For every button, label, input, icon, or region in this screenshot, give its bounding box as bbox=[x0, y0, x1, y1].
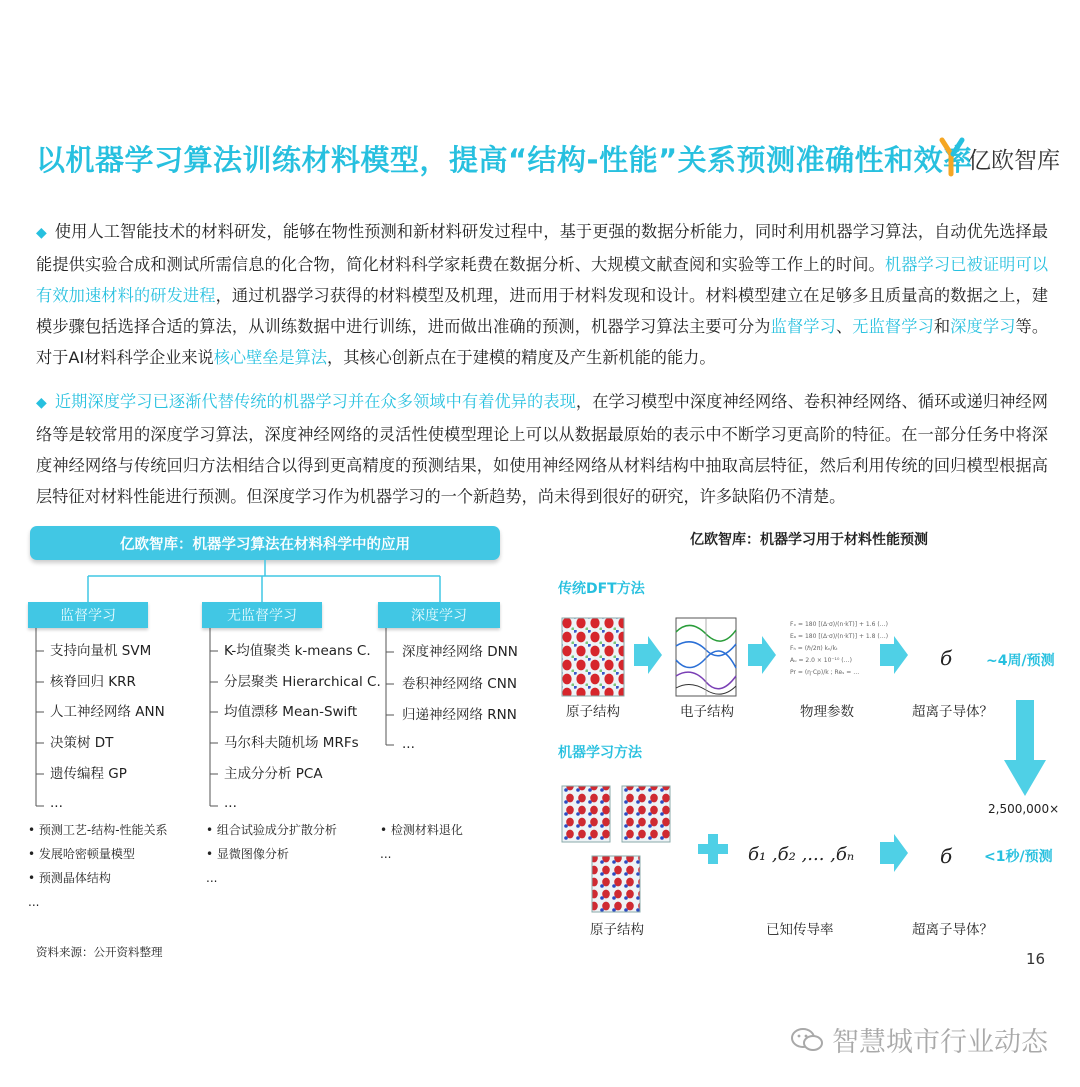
atomic-structure-caption: 原子结构 bbox=[590, 922, 644, 938]
application-note: ... bbox=[206, 871, 218, 885]
application-note: • 检测材料退化 bbox=[380, 823, 463, 837]
wechat-icon bbox=[790, 1026, 824, 1054]
superionic-caption: 超离子导体？ bbox=[912, 704, 993, 720]
physical-parameter-equations bbox=[790, 621, 888, 676]
text: ，在学习模型中深度神经网络、卷积神经网络、循环或递归神经网络等是较常用的深度学习算法，深度神经网络的灵活性使模型理论上可以从数据最原始的表示中不断学习更高阶的特征。在一部分任务中将深度神经网络与传统回归方法相结合以得到更高精度的预测结果，如使用神经网络从材料结构中抽取高层特征，然后利用传统的回归模型根据高层特征对材料性能进行预测。但深度学习作为机器学习的一个新趋势，尚未得到很好的研究，许多缺陷仍不清楚。 bbox=[36, 392, 1048, 506]
known-conductivity-caption: 已知传导率 bbox=[766, 922, 834, 938]
ml-time: <1秒/预测 bbox=[984, 849, 1053, 865]
highlight: 近期深度学习已逐渐代替传统的机器学习并在众多领域中有着优异的表现 bbox=[54, 392, 576, 411]
electronic-structure-caption: 电子结构 bbox=[680, 704, 734, 720]
dft-method-label: 传统DFT方法 bbox=[558, 581, 645, 597]
text: 、 bbox=[835, 317, 853, 336]
arrow-right-icon bbox=[634, 636, 662, 674]
application-note: • 预测晶体结构 bbox=[28, 871, 111, 885]
list-item: 遗传编程 GP bbox=[50, 766, 127, 782]
svg-text:Eₐ = 180 [(Δ·σ)/(n·kT)] + 1.8: Eₐ = 180 [(Δ·σ)/(n·kT)] + 1.8 (…) bbox=[790, 633, 889, 640]
application-note: • 预测工艺-结构-性能关系 bbox=[28, 823, 168, 837]
band-structure-plot bbox=[676, 618, 736, 696]
highlight: 机器学习已被证明可以有效加速材料的研发进程 bbox=[36, 255, 1049, 305]
physical-parameter-caption: 物理参数 bbox=[800, 704, 854, 720]
plus-icon bbox=[698, 834, 728, 864]
svg-text:Aᵤ = 2.0 × 10⁻¹⁰ (…): Aᵤ = 2.0 × 10⁻¹⁰ (…) bbox=[790, 657, 852, 664]
highlight: 监督学习 bbox=[770, 317, 836, 336]
list-item: ... bbox=[50, 795, 63, 811]
application-note: • 发展哈密顿量模型 bbox=[28, 847, 135, 861]
highlight: 核心壁垒是算法 bbox=[213, 348, 328, 367]
dft-time: ~4周/预测 bbox=[986, 653, 1055, 669]
category-deep: 深度学习 bbox=[378, 602, 500, 628]
list-item: 人工神经网络 ANN bbox=[50, 704, 165, 720]
list-item: 决策树 DT bbox=[50, 735, 114, 751]
conductivity-symbol: б bbox=[940, 844, 953, 868]
page-title: 以机器学习算法训练材料模型，提高“结构-性能”关系预测准确性和效率 bbox=[36, 143, 973, 177]
arrow-right-icon bbox=[880, 834, 908, 872]
list-item: 归递神经网络 RNN bbox=[402, 707, 517, 723]
category-supervised: 监督学习 bbox=[28, 602, 148, 628]
page-number: 16 bbox=[1026, 950, 1046, 968]
list-item: 均值漂移 Mean-Swift bbox=[224, 704, 358, 720]
conductivity-series: б₁ ,б₂ ,... ,бₙ bbox=[748, 844, 855, 865]
category-unsupervised: 无监督学习 bbox=[202, 602, 322, 628]
list-item: 马尔科夫随机场 MRFs bbox=[224, 735, 359, 751]
list-item: ... bbox=[402, 736, 415, 752]
list-item: 卷积神经网络 CNN bbox=[402, 676, 517, 692]
text: ，通过机器学习获得的材料模型及机理，进而用于材料发现和设计。材料模型建立在足够多且质量高的数据之上，建模步骤包括选择合适的算法，从训练数据中进行训练，进而做出准确的预测，机器学习算法主要可分为 bbox=[36, 286, 1049, 336]
application-note: ... bbox=[380, 847, 392, 861]
watermark-text: 智慧城市行业动态 bbox=[832, 1027, 1048, 1058]
text: 等。对于AI材料科学企业来说 bbox=[36, 317, 1049, 367]
highlight: 深度学习 bbox=[950, 317, 1016, 336]
figure-title: 亿欧智库：机器学习用于材料性能预测 bbox=[690, 532, 928, 548]
svg-text:Fₓ = 180 [(Δ·σ)/(n·kT)] + 1.6: Fₓ = 180 [(Δ·σ)/(n·kT)] + 1.6 (…) bbox=[790, 621, 889, 628]
text: ，其核心创新点在于建模的精度及产生新机能的能力。 bbox=[327, 348, 716, 367]
text: 使用人工智能技术的材料研发，能够在物性预测和新材料研发过程中，基于更强的数据分析能力，同时利用机器学习算法，自动优先选择最能提供实验合成和测试所需信息的化合物，简化材料科学家耗费在数据分析、大规模文献查阅和实验等工作上的时间。 bbox=[36, 222, 1048, 274]
arrow-down-icon bbox=[1004, 700, 1046, 796]
atomic-structure-image bbox=[562, 618, 624, 696]
atomic-structure-caption: 原子结构 bbox=[566, 704, 620, 720]
ml-method-label: 机器学习方法 bbox=[558, 745, 642, 761]
atomic-structure-image bbox=[592, 856, 640, 912]
list-item: K-均值聚类 k-means C. bbox=[224, 643, 371, 659]
conductivity-symbol: б bbox=[940, 646, 953, 670]
application-note: • 显微图像分析 bbox=[206, 847, 289, 861]
watermark bbox=[790, 1020, 1048, 1059]
list-item: 深度神经网络 DNN bbox=[402, 644, 518, 660]
diagram-header: 亿欧智库：机器学习算法在材料科学中的应用 bbox=[30, 526, 500, 560]
list-item: 支持向量机 SVM bbox=[50, 643, 152, 659]
atomic-structure-image bbox=[562, 786, 610, 842]
list-item: 核脊回归 KRR bbox=[50, 674, 136, 690]
bullet-icon: ◆ bbox=[36, 225, 47, 241]
application-note: • 组合试验成分扩散分析 bbox=[206, 823, 337, 837]
speedup-factor: 2,500,000× bbox=[988, 802, 1060, 816]
highlight: 无监督学习 bbox=[852, 317, 934, 336]
superionic-caption: 超离子导体？ bbox=[912, 922, 993, 938]
brand-name: 亿欧智库 bbox=[968, 148, 1060, 174]
svg-text:Pr = (η·Cp)/k ; Reₛ = …: Pr = (η·Cp)/k ; Reₛ = … bbox=[790, 669, 860, 676]
atomic-structure-image bbox=[622, 786, 670, 842]
text: 和 bbox=[933, 317, 951, 336]
bullet-icon: ◆ bbox=[36, 395, 47, 411]
list-item: ... bbox=[224, 795, 237, 811]
svg-text:Fₕ = (ℏ/2π) kₙ/kₜ: Fₕ = (ℏ/2π) kₙ/kₜ bbox=[790, 645, 838, 652]
source-note: 资料来源：公开资料整理 bbox=[36, 945, 163, 959]
arrow-right-icon bbox=[748, 636, 776, 674]
arrow-right-icon bbox=[880, 636, 908, 674]
list-item: 主成分分析 PCA bbox=[224, 766, 323, 782]
list-item: 分层聚类 Hierarchical C. bbox=[224, 674, 381, 690]
application-note: ... bbox=[28, 895, 40, 909]
